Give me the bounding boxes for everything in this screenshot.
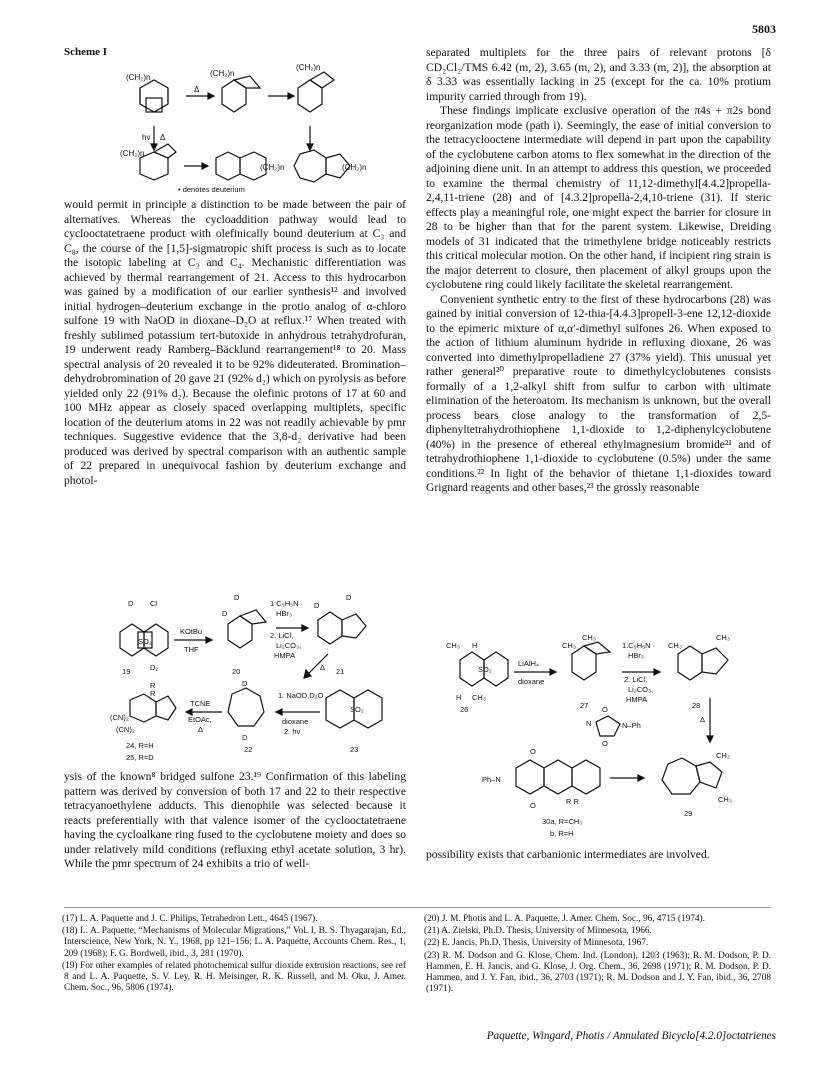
s3-r2: HBr₃ bbox=[628, 651, 644, 660]
s2-dioxane: dioxane bbox=[282, 717, 309, 726]
scheme-label-ch2n-6: (CH₂)n bbox=[342, 163, 367, 172]
s2-r-1: R bbox=[150, 681, 156, 690]
s3-phn: Ph–N bbox=[482, 775, 501, 784]
s3-heat: Δ bbox=[700, 715, 706, 724]
footnote-20: (20) J. M. Photis and L. A. Paquette, J. Amer. Chem. Soc., 96, 4715 (1974). bbox=[424, 914, 705, 924]
scheme-label-ch2n-1: (CH₂)n bbox=[126, 73, 151, 82]
s2-d-3: D bbox=[222, 609, 228, 618]
s3-lialh4: LiAlH₄ bbox=[518, 659, 539, 668]
right-paragraph-2: These findings implicate exclusive operation of the π4s + π2s bond reorganization mode (path i). Seemingly, the ease of initial conversion to the tetracyclooctene intermediate will depend in part upon the capability of the cyclobutene carbon atoms to flex somewhat in the direction of the adjoining diene unit. In an attempt to address this question, we proceeded to examine the thermal chemistry of 11,12-dimethyl[4.4.2]propella-2,4,11-triene (28) and of [4.3.2]propella-2,4,10-triene (31). If steric effects play a meaningful role, one might expect the barrier for closure in 28 to be higher than that for the parent system. Likewise, Dreiding models of 31 indicated that the trimethylene bridge noticeably restricts this critical molecular motion. On the other hand, if incipient ring strain is the major deterrent to closure, then placement of alkyl groups upon the cyclobutene ring could likely facilitate the skeletal rearrangement. bbox=[426, 104, 771, 291]
scheme-label-ch2n-2: (CH₂)n bbox=[210, 69, 235, 78]
scheme-label-heat-2: Δ bbox=[160, 133, 166, 142]
scheme-label-ch2n-3: (CH₂)n bbox=[296, 63, 321, 72]
right-column bbox=[426, 46, 771, 496]
scheme-2-figure bbox=[110, 590, 406, 765]
footnote-22: (22) E. Jancis, Ph.D. Thesis, University of Minnesota, 1967. bbox=[424, 938, 649, 949]
footnote-23: (23) R. M. Dodson and G. Klose, Chem. Ind. (London), 1203 (1963); R. M. Dodson, P. D. Hammen, E. H. Jancis, and G. Klose, J. Org. Chem., 36, 2698 (1971); R. M. Dodson, P. D. Hammen, and J. Y. Fan, ibid., 36, 2703 (1971); R. M. Dodson and J. Y. Fan, ibid., 36, 2708 (1971). bbox=[424, 950, 771, 995]
left-paragraph-2: ysis of the known⁸ bridged sulfone 23.¹⁹ Confirmation of this labeling pattern was derived by conversion of both 17 and 22 to their respective tetracyanoethylene adducts. This dienophile was selected because it reacts preferentially with that valence isomer of the cyclooctatetraene having the cycloalkane ring fused to the cyclobutene moiety and does so under relatively mild conditions (refluxing ethyl acetate solution, 3 hr). While the pmr spectrum of 24 exhibits a trio of well- bbox=[64, 770, 406, 870]
s3-n-1: N bbox=[586, 719, 592, 728]
s3-h-1: H bbox=[472, 641, 478, 650]
footnotes-left bbox=[64, 914, 406, 995]
s2-r-2: R bbox=[150, 689, 156, 698]
s2-so2-2: SO₂ bbox=[350, 705, 364, 714]
s2-c24: 24, R=H bbox=[126, 741, 154, 750]
s3-ch3-4: CH₃ bbox=[582, 633, 596, 642]
footnotes-right bbox=[426, 914, 771, 996]
s3-c29: 29 bbox=[684, 809, 693, 818]
left-column-continued bbox=[64, 770, 406, 872]
s3-o-3: O bbox=[530, 747, 536, 756]
running-footer: Paquette, Wingard, Photis / Annulated Bicyclo[4.2.0]octatrienes bbox=[486, 1030, 776, 1042]
s2-c22: 22 bbox=[244, 745, 253, 754]
s2-d-6: D bbox=[242, 679, 248, 688]
s2-d2: D₂ bbox=[150, 663, 159, 672]
s3-o-2: O bbox=[602, 739, 608, 748]
s2-naod: 1. NaOD,D₂O bbox=[278, 691, 324, 700]
right-paragraph-1: separated multiplets for the three pairs of relevant protons [δ CD₂Cl₂/TMS 6.42 (m, 2), 3.65 (m, 2), and 3.33 (m, 2)], the absorption at δ 3.33 was essentially lacking in 25 (except for the ca. 10% protium impurity carried through from 19). bbox=[426, 46, 771, 103]
footnote-19: (19) For other examples of related photochemical sulfur dioxide extrusion reactions, see ref 8 and L. A. Paquette, S. V. Ley, R. H. Meisinger, R. K. Russell, and M. Oku, J. Amer. Chem. Soc., 96, 5806 (1974). bbox=[62, 960, 406, 994]
s2-heat-2: Δ bbox=[198, 725, 204, 734]
scheme-label-ch2n-5: (CH₂)n bbox=[260, 163, 285, 172]
s2-reagent2a: 1 C₅H₅N · bbox=[270, 599, 304, 608]
left-paragraph-1: would permit in principle a distinction to be made between the pair of alternatives. Whereas the cycloaddition pathway would lead to cyclooctatetraene product with olefinically bound deuterium at C₃ and C₈, the course of the [1,5]-sigmatropic shift process is such as to locate the isotopic labeling at C₃ and C₄. Mechanistic differentiation was achieved by thermal rearrangement of 21. Access to this hydrocarbon was gained by a modification of our earlier synthesis¹² and involved initial hydrogen–deuterium exchange in the protio analog of α-chloro sulfone 19 with NaOD in dioxane–D₂O at reflux.¹⁷ When treated with freshly sublimed potassium tert-butoxide in anhydrous tetrahydrofuran, 19 underwent ready Ramberg–Bäcklund rearrangement¹⁸ to 20. Mass spectral analysis of 20 revealed it to be 92% dideuterated. Bromination–dehydrobromination of 20 gave 21 (92% d₂) which on pyrolysis as before yielded only 22 (91% d₂). Because the olefinic protons of 17 at 60 and 100 MHz appear as closely spaced overlapping multiplets, specific location of the deuterium atoms in 22 was not readily achievable by pmr techniques. Suggestive evidence that the 3,8-d₂ derivative had been produced was derived by spectral comparison with an authentic sample of 22 prepared in unequivocal fashion by deuterium exchange and photol- bbox=[64, 198, 406, 487]
s3-c30a: 30a, R=CH₃ bbox=[542, 817, 583, 826]
s2-hv: 2. hν bbox=[284, 727, 301, 736]
s3-ch3-8: CH₃ bbox=[718, 795, 732, 804]
s2-so2: SO₂ bbox=[138, 637, 152, 646]
footnote-17: (17) L. A. Paquette and J. C. Philips, Tetrahedron Lett., 4645 (1967). bbox=[62, 914, 318, 924]
s2-d-1: D bbox=[128, 599, 134, 608]
s2-reagent2e: HMPA bbox=[274, 651, 296, 660]
left-column bbox=[64, 198, 406, 488]
s3-so2: SO₂ bbox=[478, 665, 492, 674]
s3-ch3-2: CH₃ bbox=[472, 693, 486, 702]
s3-c27: 27 bbox=[580, 701, 589, 710]
s3-r5: HMPA bbox=[626, 695, 648, 704]
scheme-1-figure bbox=[110, 58, 390, 194]
s2-c19: 19 bbox=[122, 667, 131, 676]
s2-thf: THF bbox=[184, 645, 199, 654]
s3-c26: 26 bbox=[460, 705, 469, 714]
scheme-3-figure bbox=[446, 632, 772, 844]
s3-ch3-5: CH₃ bbox=[668, 641, 682, 650]
s2-d-5: D bbox=[346, 593, 352, 602]
s3-ch3-1: CH₃ bbox=[446, 641, 460, 650]
page-number: 5803 bbox=[752, 22, 776, 36]
s3-r1: 1.C₅H₅N · bbox=[622, 641, 656, 650]
s2-c20: 20 bbox=[232, 667, 241, 676]
s3-h-2: H bbox=[456, 693, 462, 702]
s3-ch3-7: CH₃ bbox=[716, 751, 730, 760]
s2-d-2: D bbox=[234, 593, 240, 602]
s2-tcne: TCNE bbox=[190, 699, 211, 708]
s3-rr: R R bbox=[566, 797, 579, 806]
s2-c21: 21 bbox=[336, 667, 345, 676]
s3-o-1: O bbox=[602, 705, 608, 714]
s2-reagent2d: Li₂CO₃, bbox=[276, 641, 302, 650]
s3-dioxane: dioxane bbox=[518, 677, 545, 686]
footnote-rule bbox=[64, 907, 771, 908]
s2-c25: 25, R=D bbox=[126, 753, 154, 762]
right-paragraph-3: Convenient synthetic entry to the first of these hydrocarbons (28) was gained by initial conversion of 12-thia-[4.4.3]propell-3-ene 12,12-dioxide to the epimeric mixture of α,α′-dimethyl sulfones 26. When exposed to the action of lithium aluminum hydride in refluxing dioxane, 26 was converted into dimethylpropelladiene 27 (37% yield). This unusual yet rather general²⁰ preparative route to dimethylcyclobutenes consists formally of a 1,2-alkyl shift from sulfur to carbon with ultimate elimination of the heteroatom. Its mechanism is unknown, but the overall process bears close analogy to the transformation of 2,5-diphenyltetrahydrothiophene 1,1-dioxide to 1,2-diphenylcyclobutene (40%) in the presence of ethereal ethylmagnesium bromide²¹ and of tetrahydrothiophene 1,1-dioxide to cyclobutene (0.5%) under the same conditions.²² In light of the behavior of thietane 1,1-dioxides toward Grignard reagents and other bases,²³ the grossly reasonable bbox=[426, 292, 771, 494]
s2-cn2b: (CN)₂ bbox=[116, 725, 135, 734]
scheme-note: • denotes deuterium bbox=[178, 185, 245, 194]
s2-d-4: D bbox=[314, 601, 320, 610]
s3-r4: Li₂CO₃, bbox=[628, 685, 654, 694]
s3-o-4: O bbox=[530, 801, 536, 810]
s2-cn2a: (CN)₂ bbox=[110, 713, 129, 722]
scheme-label-heat: Δ bbox=[194, 85, 200, 94]
s2-cl: Cl bbox=[150, 599, 158, 608]
scheme-label: Scheme I bbox=[64, 46, 108, 58]
s3-c30b: b, R=H bbox=[550, 829, 574, 838]
s2-heat: Δ bbox=[320, 663, 326, 672]
s2-etoac: EtOAc, bbox=[188, 715, 212, 724]
s2-kotbu: KOtBu bbox=[180, 627, 203, 636]
s3-c28: 28 bbox=[692, 701, 701, 710]
footnote-18: (18) L. A. Paquette, “Mechanisms of Molecular Migrations,” Vol. I, B. S. Thyagarajan, Ed., Interscience, New York, N. Y., 1968, pp 121–156; L. A. Paquette, Accounts Chem. Res., 1, 209 (1968); F. G. Bordwell, ibid., 3, 281 (1970). bbox=[62, 926, 406, 959]
s2-reagent2b: HBr₃ bbox=[276, 609, 292, 618]
s3-nph: N–Ph bbox=[622, 721, 641, 730]
s2-d-7: D bbox=[242, 733, 248, 742]
s3-r3: 2. LiCl, bbox=[624, 675, 648, 684]
scheme-label-hv: hν bbox=[142, 133, 151, 142]
s3-ch3-6: CH₃ bbox=[716, 633, 730, 642]
s3-ch3-3: CH₃ bbox=[562, 641, 576, 650]
scheme-label-ch2n-4: (CH₂)n bbox=[120, 149, 145, 158]
s2-c23: 23 bbox=[350, 745, 359, 754]
footnote-21: (21) A. Zielski, Ph.D. Thesis, University of Minnesota, 1966. bbox=[424, 926, 652, 937]
right-paragraph-4: possibility exists that carbanionic intermediates are involved. bbox=[426, 848, 710, 861]
right-column-continued bbox=[426, 848, 771, 863]
s2-reagent2c: 2. LiCl, bbox=[270, 631, 294, 640]
